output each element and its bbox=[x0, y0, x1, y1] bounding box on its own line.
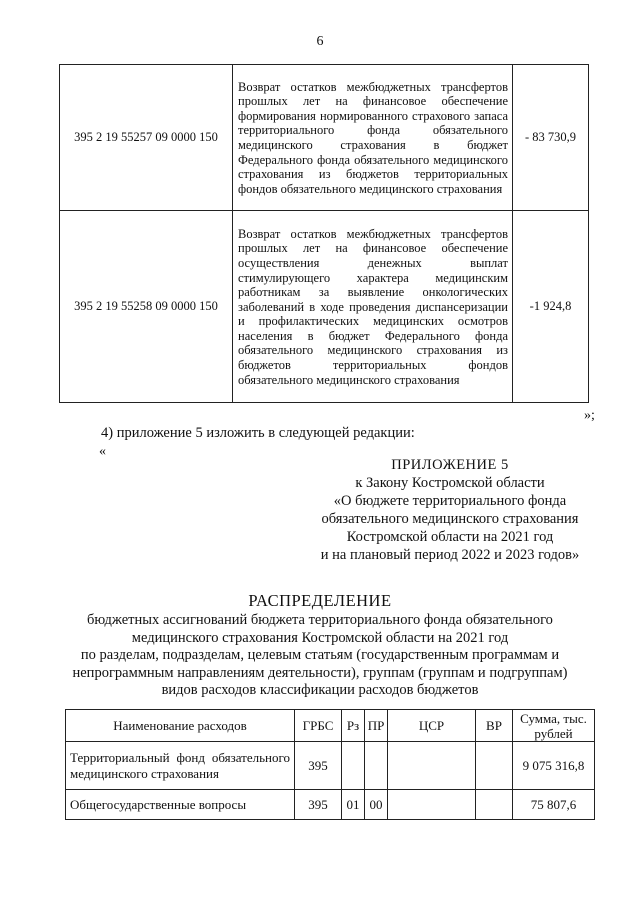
subtitle-line: по разделам, подразделам, целевым статьям (государственным программам и bbox=[80, 647, 560, 664]
row-rz: 01 bbox=[342, 790, 365, 820]
row-csr bbox=[388, 790, 476, 820]
revenue-description: Возврат остатков межбюджетных трансфертов прошлых лет на финансовое обеспечение осуществления денежных выплат стимулирующего характера медицинским работникам за выявление онкологических заболеваний в ходе проведения диспансеризации и профилактических медицинских осмотров населения в бюджет Федерального фонда обязательного медицинского страхования из бюджетов территориальных фондов обязательного медицинского страхования bbox=[233, 211, 513, 403]
header-vr: ВР bbox=[476, 710, 513, 742]
table-row bbox=[66, 742, 595, 790]
row-sum: 75 807,6 bbox=[513, 790, 595, 820]
budget-code: 395 2 19 55258 09 0000 150 bbox=[60, 211, 233, 403]
page-number: 6 bbox=[316, 34, 324, 49]
row-pr: 00 bbox=[365, 790, 388, 820]
subtitle-line: медицинского страхования Костромской области на 2021 год bbox=[131, 629, 509, 646]
row-csr bbox=[388, 742, 476, 790]
amount: -1 924,8 bbox=[513, 211, 589, 403]
document-subtitle bbox=[60, 612, 580, 700]
header-csr: ЦСР bbox=[388, 710, 476, 742]
row-rz bbox=[342, 742, 365, 790]
allocation-table bbox=[65, 709, 595, 820]
row-vr bbox=[476, 742, 513, 790]
table-row bbox=[60, 211, 589, 403]
header-pr: ПР bbox=[365, 710, 388, 742]
annex-line: и на плановый период 2022 и 2023 годов» bbox=[320, 547, 580, 563]
row-name: Общегосударственные вопросы bbox=[66, 790, 295, 820]
document-heading: РАСПРЕДЕЛЕНИЕ bbox=[248, 591, 392, 610]
annex-line: Костромской области на 2021 год bbox=[346, 529, 554, 545]
row-sum: 9 075 316,8 bbox=[513, 742, 595, 790]
amendment-item: 4) приложение 5 изложить в следующей редакции: bbox=[101, 425, 415, 441]
table-row bbox=[66, 790, 595, 820]
subtitle-line: видов расходов классификации расходов бюджетов bbox=[161, 682, 479, 699]
subtitle-line: непрограммным направлениям деятельности), группам (группам и подгруппам) bbox=[72, 664, 568, 681]
annex-line: «О бюджете территориального фонда bbox=[333, 493, 567, 509]
annex-title: ПРИЛОЖЕНИЕ 5 bbox=[391, 457, 509, 473]
revenue-return-table bbox=[59, 64, 589, 403]
amount: - 83 730,9 bbox=[513, 65, 589, 211]
opening-quote: « bbox=[99, 444, 106, 459]
row-grbs: 395 bbox=[295, 742, 342, 790]
row-name: Территориальный фонд обязательного медицинского страхования bbox=[66, 742, 295, 790]
budget-code: 395 2 19 55257 09 0000 150 bbox=[60, 65, 233, 211]
subtitle-line: бюджетных ассигнований бюджета территориального фонда обязательного bbox=[87, 612, 553, 628]
row-grbs: 395 bbox=[295, 790, 342, 820]
header-name: Наименование расходов bbox=[66, 710, 295, 742]
header-grbs: ГРБС bbox=[295, 710, 342, 742]
closing-quote: »; bbox=[584, 408, 595, 423]
row-pr bbox=[365, 742, 388, 790]
annex-line: обязательного медицинского страхования bbox=[321, 511, 579, 527]
header-rz: Рз bbox=[342, 710, 365, 742]
table-header-row bbox=[66, 710, 595, 742]
annex-header bbox=[300, 456, 600, 564]
header-sum: Сумма, тыс. рублей bbox=[513, 710, 595, 742]
annex-line: к Закону Костромской области bbox=[355, 475, 545, 491]
revenue-description: Возврат остатков межбюджетных трансфертов прошлых лет на финансовое обеспечение формирования нормированного страхового запаса территориального фонда обязательного медицинского страхования в бюджет Федерального фонда обязательного медицинского страхования из бюджетов территориальных фондов обязательного медицинского страхования bbox=[233, 65, 513, 211]
row-vr bbox=[476, 790, 513, 820]
table-row bbox=[60, 65, 589, 211]
